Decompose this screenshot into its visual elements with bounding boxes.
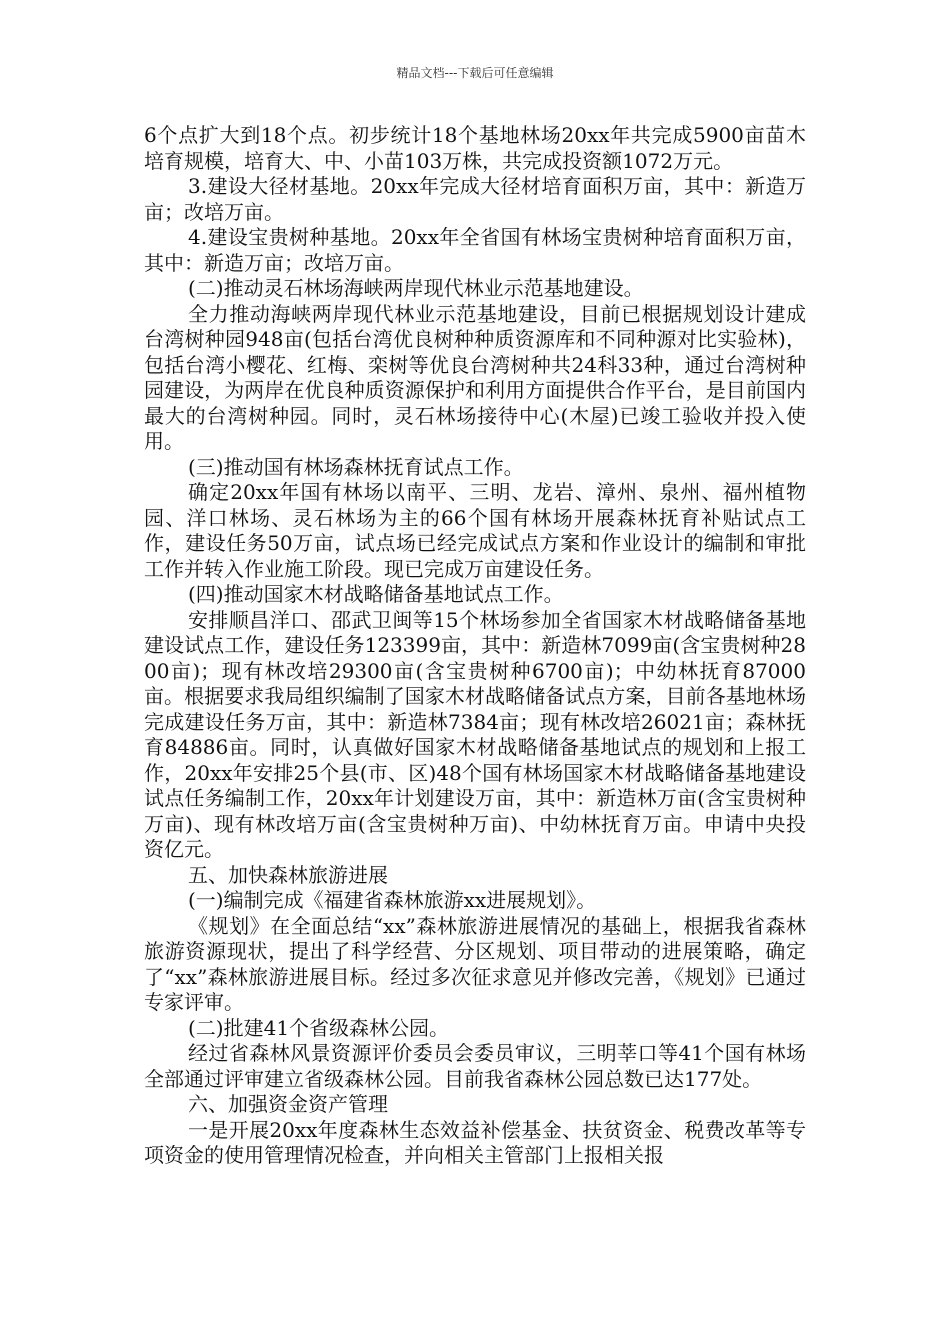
paragraph: 一是开展20xx年度森林生态效益补偿基金、扶贫资金、税费改革等专项资金的使用管理情况检查，并向相关主管部门上报相关报 <box>144 1117 806 1167</box>
page-header: 精品文档---下载后可任意编辑 <box>396 66 554 80</box>
paragraph: 安排顺昌洋口、邵武卫闽等15个林场参加全省国家木材战略储备基地建设试点工作，建设任务123399亩，其中：新造林7099亩(含宝贵树种2800亩)；现有林改培29300亩(含宝贵树种6700亩)；中幼林抚育87000亩。根据要求我局组织编制了国家木材战略储备试点方案，目前各基地林场完成建设任务万亩，其中：新造林7384亩；现有林改培26021亩；森林抚育84886亩。同时，认真做好国家木材战略储备基地试点的规划和上报工作，20xx年安排25个县(市、区)48个国有林场国家木材战略储备基地建设试点任务编制工作，20xx年计划建设万亩，其中：新造林万亩(含宝贵树种万亩)、现有林改培万亩(含宝贵树种万亩)、中幼林抚育万亩。申请中央投资亿元。 <box>144 607 806 861</box>
paragraph: 3.建设大径材基地。20xx年完成大径材培育面积万亩，其中：新造万亩；改培万亩。 <box>144 174 806 224</box>
paragraph: 4.建设宝贵树种基地。20xx年全省国有林场宝贵树种培育面积万亩，其中：新造万亩；改培万亩。 <box>144 225 806 275</box>
section-heading: (三)推动国有林场森林抚育试点工作。 <box>188 454 524 479</box>
document-body <box>144 123 806 1169</box>
paragraph: 6个点扩大到18个点。初步统计18个基地林场20xx年共完成5900亩苗木培育规模，培育大、中、小苗103万株，共完成投资额1072万元。 <box>144 123 806 173</box>
paragraph: 确定20xx年国有林场以南平、三明、龙岩、漳州、泉州、福州植物园、洋口林场、灵石林场为主的66个国有林场开展森林抚育补贴试点工作，建设任务50万亩，试点场已经完成试点方案和作业设计的编制和审批工作并转入作业施工阶段。现已完成万亩建设任务。 <box>144 480 806 581</box>
chapter-heading: 六、加强资金资产管理 <box>188 1092 388 1116</box>
paragraph: 经过省森林风景资源评价委员会委员审议，三明莘口等41个国有林场全部通过评审建立省级森林公园。目前我省森林公园总数已达177处。 <box>144 1041 806 1091</box>
section-heading: (一)编制完成《福建省森林旅游xx进展规划》。 <box>188 888 597 912</box>
chapter-heading: 五、加快森林旅游进展 <box>188 862 388 887</box>
section-heading: (二)推动灵石林场海峡两岸现代林业示范基地建设。 <box>188 276 644 300</box>
section-heading: (二)批建41个省级森林公园。 <box>188 1015 450 1040</box>
section-heading: (四)推动国家木材战略储备基地试点工作。 <box>188 582 564 606</box>
paragraph: 全力推动海峡两岸现代林业示范基地建设，目前已根据规划设计建成台湾树种园948亩(包括台湾优良树种种质资源库和不同种源对比实验林)，包括台湾小樱花、红梅、栾树等优良台湾树种共24科33种，通过台湾树种园建设，为两岸在优良种质资源保护和利用方面提供合作平台，是目前国内最大的台湾树种园。同时，灵石林场接待中心(木屋)已竣工验收并投入使用。 <box>144 301 806 453</box>
paragraph: 《规划》在全面总结“xx”森林旅游进展情况的基础上，根据我省森林旅游资源现状，提出了科学经营、分区规划、项目带动的进展策略，确定了“xx”森林旅游进展目标。经过多次征求意见并修改完善，《规划》已通过专家评审。 <box>144 913 806 1014</box>
